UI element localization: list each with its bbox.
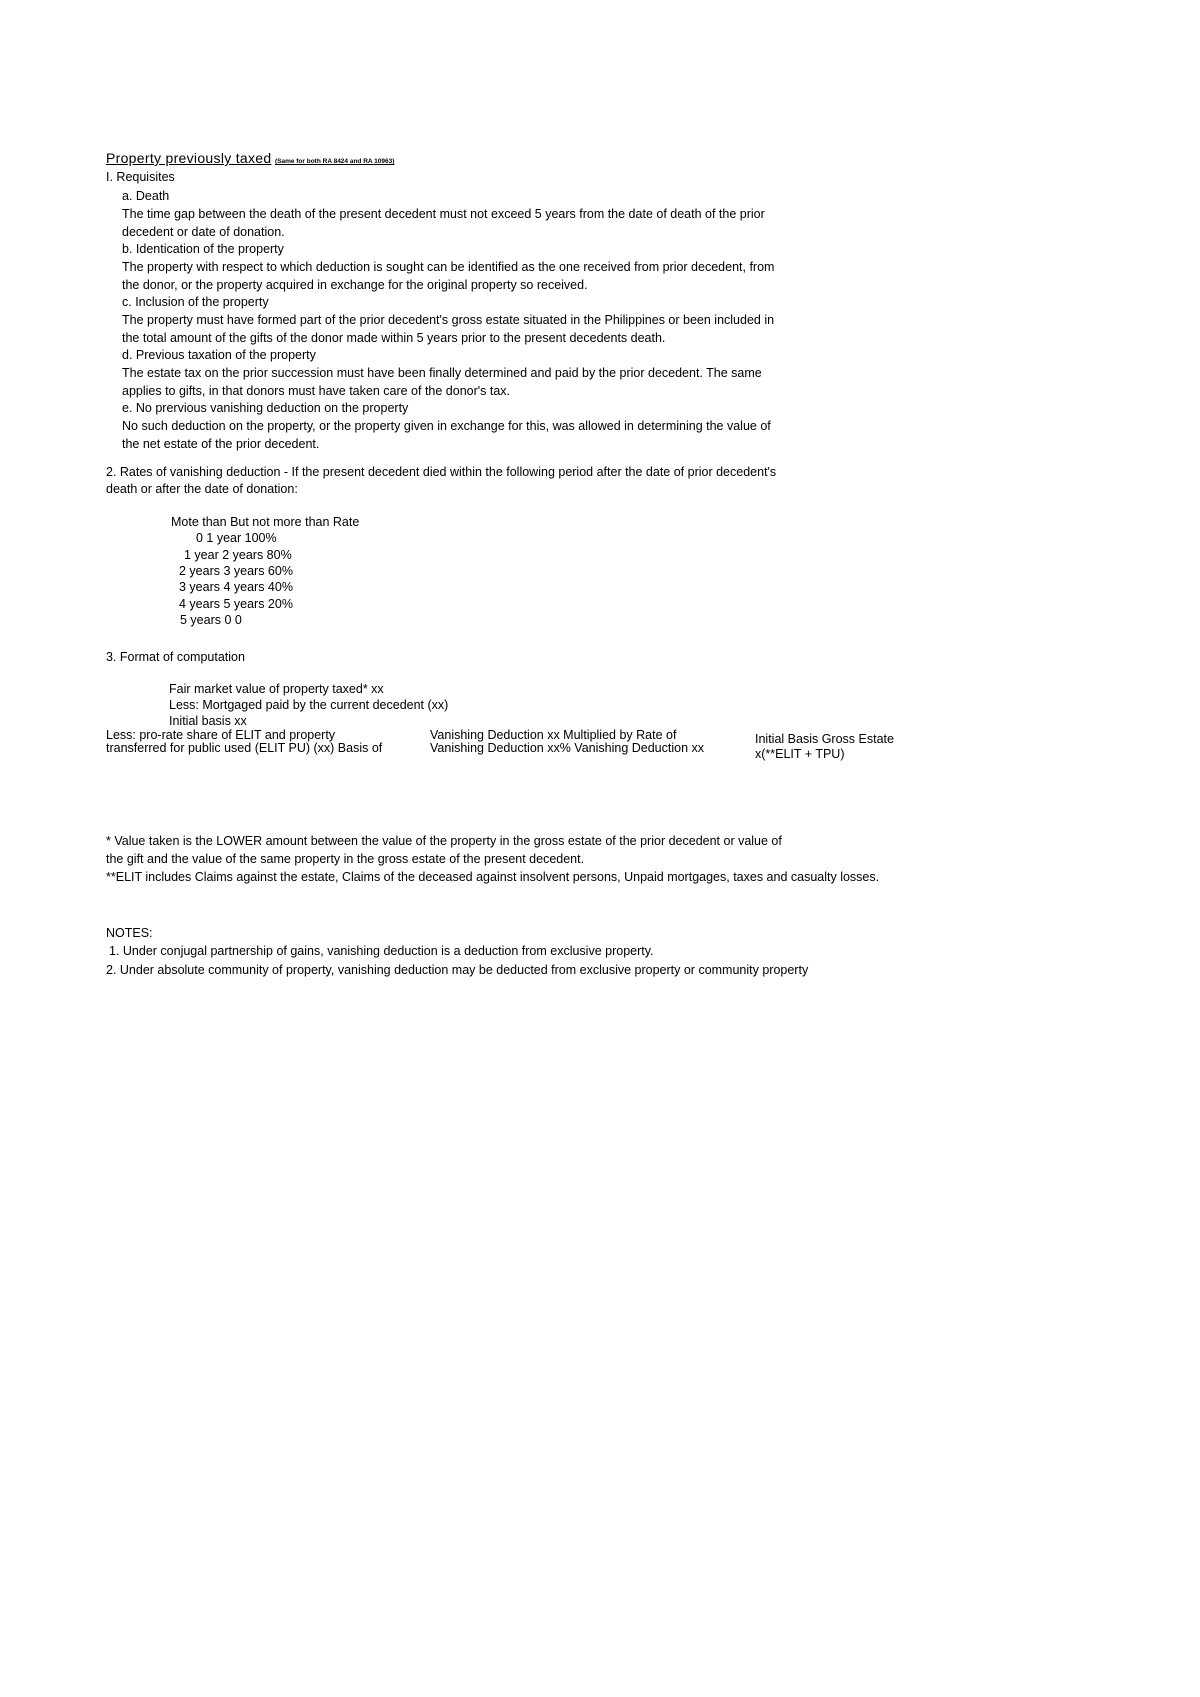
- rates-table-header: Mote than But not more than Rate: [171, 515, 360, 529]
- computation-col2-line: Vanishing Deduction xx Multiplied by Rate of: [430, 728, 677, 742]
- rates-table-row: 4 years 5 years 20%: [179, 597, 293, 611]
- requisite-text: No such deduction on the property, or the property given in exchange for this, was allowed in determining the value of: [122, 419, 771, 433]
- requisite-text: The property with respect to which deduction is sought can be identified as the one received from prior decedent, from: [122, 260, 775, 274]
- computation-col3-line: x(**ELIT + TPU): [755, 747, 845, 761]
- computation-col3-line: Initial Basis Gross Estate: [755, 732, 894, 746]
- rates-heading: death or after the date of donation:: [106, 482, 298, 496]
- footnote: the gift and the value of the same property in the gross estate of the present decedent.: [106, 852, 585, 866]
- computation-line: Fair market value of property taxed* xx: [169, 682, 384, 696]
- requisite-label: b. Identication of the property: [122, 242, 284, 256]
- page-title: [106, 151, 394, 169]
- requisite-text: The property must have formed part of the prior decedent's gross estate situated in the Philippines or been included in: [122, 313, 775, 327]
- requisites-heading: I. Requisites: [106, 170, 175, 184]
- notes-heading: NOTES:: [106, 926, 153, 940]
- computation-col1-line: Less: pro-rate share of ELIT and property: [106, 728, 336, 742]
- rates-table-row: 3 years 4 years 40%: [179, 580, 293, 594]
- rates-table-row: 2 years 3 years 60%: [179, 564, 293, 578]
- computation-line: Initial basis xx: [169, 714, 247, 728]
- requisite-text: applies to gifts, in that donors must have taken care of the donor's tax.: [122, 384, 511, 398]
- requisite-text: The estate tax on the prior succession must have been finally determined and paid by the prior decedent. The same: [122, 366, 762, 380]
- title-subnote: (Same for both RA 8424 and RA 10963): [274, 158, 395, 165]
- computation-col2-line: Vanishing Deduction xx% Vanishing Deduction xx: [430, 741, 704, 755]
- title-main: Property previously taxed: [106, 150, 272, 166]
- footnote: * Value taken is the LOWER amount between the value of the property in the gross estate of the prior decedent or value of: [106, 834, 782, 848]
- requisite-label: d. Previous taxation of the property: [122, 348, 316, 362]
- computation-column-3: [755, 732, 955, 762]
- requisite-text: decedent or date of donation.: [122, 225, 285, 239]
- computation-line: Less: Mortgaged paid by the current decedent (xx): [169, 698, 449, 712]
- format-heading: 3. Format of computation: [106, 650, 245, 664]
- computation-column-2: [430, 729, 750, 755]
- note-item: 1. Under conjugal partnership of gains, vanishing deduction is a deduction from exclusive property.: [109, 944, 654, 958]
- requisite-label: a. Death: [122, 189, 170, 203]
- rates-heading: 2. Rates of vanishing deduction - If the present decedent died within the following period after the date of prior decedent's: [106, 465, 777, 479]
- requisite-text: the donor, or the property acquired in exchange for the original property so received.: [122, 278, 588, 292]
- computation-column-1: [106, 729, 426, 755]
- rates-table-row: 0 1 year 100%: [196, 531, 277, 545]
- computation-col1-line: transferred for public used (ELIT PU) (xx) Basis of: [106, 741, 383, 755]
- requisite-text: The time gap between the death of the present decedent must not exceed 5 years from the date of death of the prior: [122, 207, 765, 221]
- requisite-label: c. Inclusion of the property: [122, 295, 269, 309]
- footnote: **ELIT includes Claims against the estate, Claims of the deceased against insolvent persons, Unpaid mortgages, taxes and casualty losses.: [106, 870, 880, 884]
- rates-table-row: 1 year 2 years 80%: [184, 548, 292, 562]
- requisite-text: the net estate of the prior decedent.: [122, 437, 320, 451]
- rates-table-row: 5 years 0 0: [180, 613, 242, 627]
- requisite-text: the total amount of the gifts of the donor made within 5 years prior to the present decedents death.: [122, 331, 666, 345]
- note-item: 2. Under absolute community of property, vanishing deduction may be deducted from exclusive property or community property: [106, 963, 809, 977]
- requisite-label: e. No prervious vanishing deduction on the property: [122, 401, 409, 415]
